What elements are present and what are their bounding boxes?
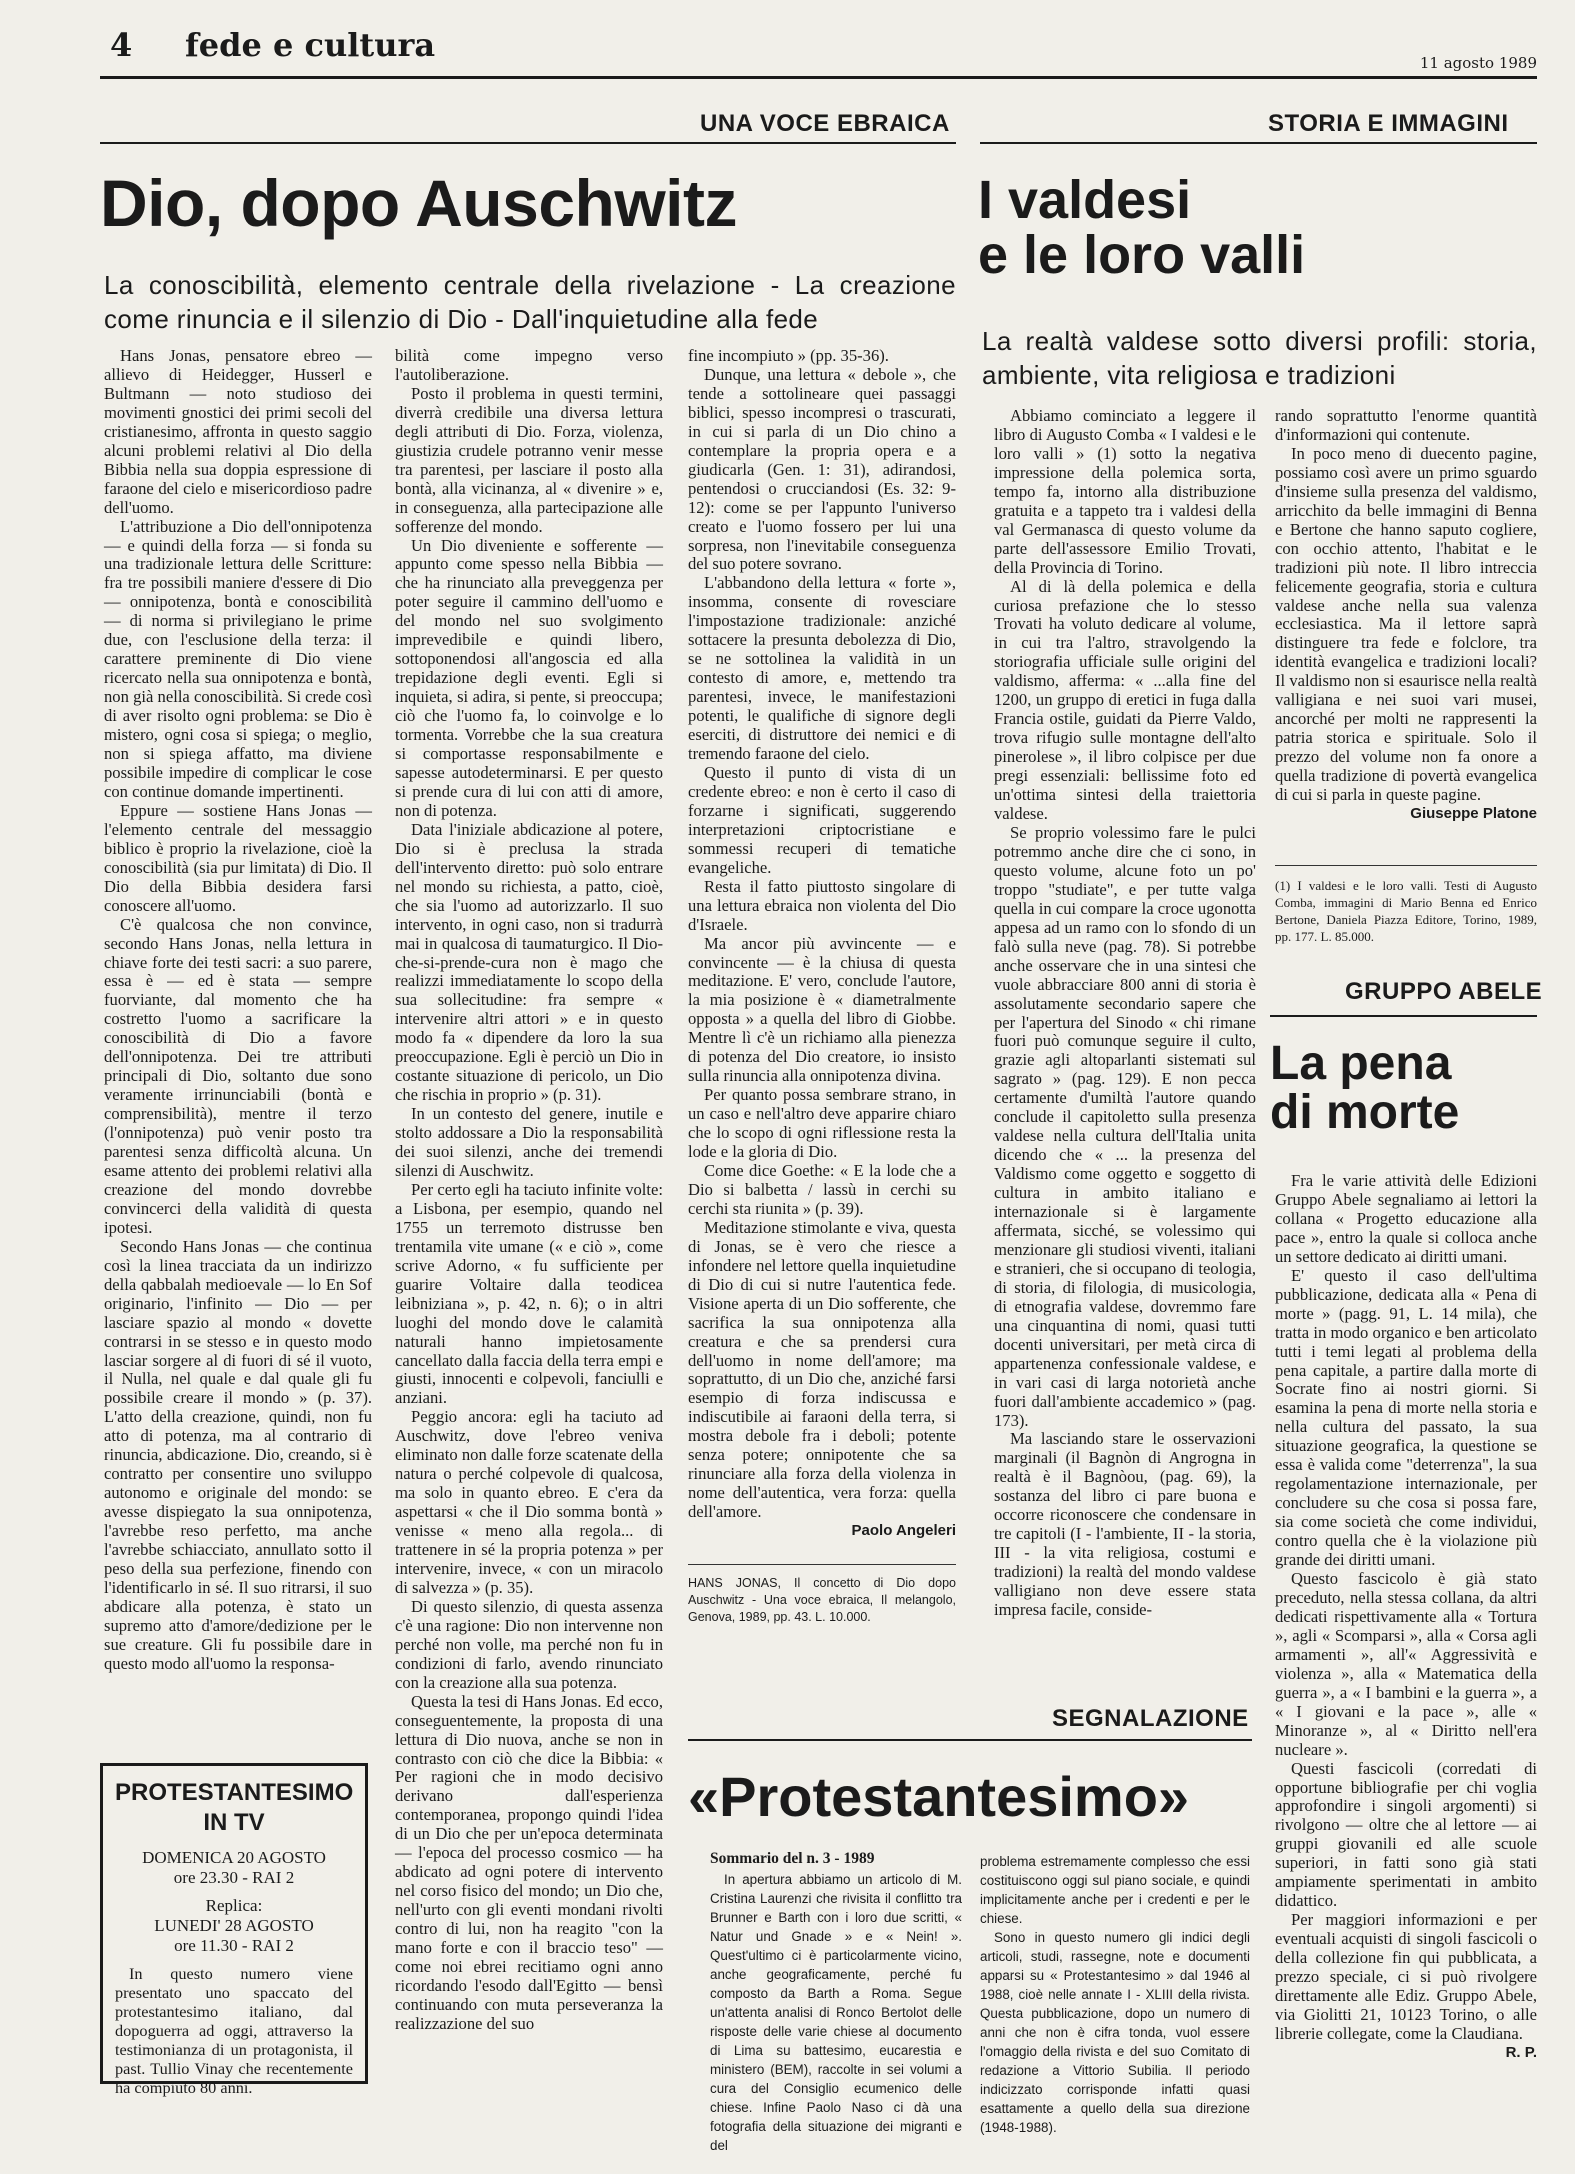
- article2-paragraph: Ma lasciando stare le osservazioni marginali (il Bagnòn di Angrogna in realtà è il Bagnòou, (pag. 69), la sostanza del libro ci pare buona e occorre riconoscere che condensare in tre capitoli (I - l'ambiente, II - la storia, III - la vita religiosa, costumi e tradizioni) la realtà del mondo valdese valligiano non deve essere stata impresa facile, conside-: [994, 1429, 1261, 1620]
- article4-section-label: SEGNALAZIONE: [1052, 1705, 1249, 1732]
- tv-box-schedule: LUNEDI' 28 AGOSTO: [154, 1916, 314, 1935]
- article2-headline-line1: I valdesi: [978, 170, 1192, 230]
- article1-paragraph: Questa la tesi di Hans Jonas. Ed ecco, conseguentemente, la proposta di una lettura di Dio nuova, anche se non in contrasto con ciò che dice la Bibbia: « Per ragioni che in modo decisivo derivano dall'esperienza contemporanea, propongo quindi l'idea di un Dio che per un'epoca determinata — l'epoca del processo cosmico — ha abdicato ad ogni potere di intervento nel corso fisico del mondo; un Dio che, nell'urto con gli eventi mondani rivolti contro di lui, non ha reagito "con la mano forte e con il braccio teso" — come noi ebrei recitiamo ogni anno ricordando l'esodo dall'Egitto — bensì continuando con muta perseveranza la realizzazione del suo: [395, 1691, 668, 2033]
- article4-paragraph: Sono in questo numero gli indici degli articoli, studi, rassegne, note e documenti apparsi su « Protestantesimo » dal 1946 al 1988, cioè nelle annate I - XLIII della rivista. Questa pubblicazione, dopo un numero di anni che non è cifra tonda, vuol essere l'omaggio della rivista e del suo Comitato di redazione a Vittorio Subilia. Il periodo indicizzato corrisponde infatti quasi esattamente a quello della sua direzione (1948-1988).: [980, 1930, 1254, 2135]
- article2-headline-line2: e le loro valli: [978, 225, 1306, 286]
- article1-paragraph: Hans Jonas, pensatore ebreo — allievo di Heidegger, Husserl e Bultmann — noto studioso dei movimenti gnostici dei primi secoli del cristianesimo, affronta in questo saggio alcuni problemi relativi al Dio della Bibbia nella sua doppia espressione di faraone del cielo e misericordioso padre dell'uomo.: [104, 346, 377, 517]
- tv-box-schedule: ore 11.30 - RAI 2: [174, 1936, 294, 1955]
- article1-paragraph: Questo il punto di vista di un credente ebreo: e non è certo il caso di forzarne i significati, suggerendo interpretazioni criptocristiane e sommessi recuperi di tematiche evangeliche.: [688, 762, 961, 877]
- article4-headline: «Protestantesimo»: [688, 1765, 1190, 1828]
- article1-paragraph: Dunque, una lettura « debole », che tende a sottolineare quei passaggi biblici, spesso incompresi o trascurati, in cui si parla di un Dio chino a contemplare la propria opera e a giudicarla (Gen. 1: 31), adirandosi, pentendosi o crucciandosi (Es. 32: 9-12): come se per l'appunto l'universo creato e l'uomo fossero per lui una sorpresa, non l'inevitabile conseguenza del suo potere sovrano.: [688, 364, 961, 574]
- article4-paragraph: In apertura abbiamo un articolo di M. Cristina Laurenzi che rivisita il conflitto tra Brunner e Barth con i loro due scritti, « Natur und Gnade » e « Nein! ». Quest'ultimo ci è particolarmente vicino, anche geograficamente, perché fu composto da Barth a Roma. Segue un'attenta analisi di Ronco Bertolot delle risposte delle varie chiese al documento di Lima su battesimo, eucarestia e ministero (BEM), raccolte in sei volumi a cura del Consiglio ecumenico delle chiese. Infine Paolo Naso ci dà una fotografia della situazione dei migranti e del: [710, 1872, 966, 2153]
- article1-paragraph: Meditazione stimolante e viva, questa di Jonas, se è vero che riesce a infondere nel lettore quella inquietudine di Dio di cui si nutre l'autentica fede. Visione aperta di un Dio sofferente, che sacrifica la sua onnipotenza alla creatura e che sa prendersi cura dell'uomo in nome dell'amore; ma soprattutto, di un Dio che, anziché farsi esempio di forza indiscussa e indiscutibile ai faraoni della terra, si mostra debole fra i deboli; potente senza potere; onnipotente che sa rinunciare alla forza della violenza in nome dell'autentica, vera forza: quella dell'amore.: [688, 1217, 961, 1522]
- book-note-rule: [688, 1564, 956, 1565]
- article1-column-2: [395, 346, 668, 2034]
- summary-heading: Sommario del n. 3 - 1989: [710, 1850, 875, 1867]
- article1-paragraph: Resta il fatto piuttosto singolare di una lettura ebraica non violenta del Dio d'Israele.: [688, 876, 961, 934]
- page-number: 4: [110, 26, 133, 64]
- article1-paragraph: Secondo Hans Jonas — che continua così la linea tracciata da un indirizzo della qabbalah medioevale — lo En Sof originario, l'infinito — Dio — per lasciare spazio al mondo « dovette contrarsi in se stesso e in questo modo lasciar sorgere al di fuori di sé il vuoto, il Nulla, nel quale e dal quale gli fu possibile creare il mondo » (p. 37). L'atto della creazione, quindi, non fu atto di potenza, ma al contrario di rinuncia, abdicazione. Dio, creando, si è contratto per consentire uno sviluppo autonomo e originale del mondo: se avesse dispiegato la sua onnipotenza, l'avrebbe reso perfetto, ma anche l'avrebbe schiacciato, annullato sotto il peso della sua perfezione, finendo con l'identificarlo in sé. Il suo ritrarsi, il suo abdicare alla potenza, è stato un supremo atto d'amore/dedizione per le sue creature. Gli fu possibile dare in questo modo all'uomo la responsa-: [104, 1236, 377, 1673]
- article3-paragraph: Per maggiori informazioni e per eventuali acquisti di singoli fascicoli o della collezione fin qui pubblicata, a prezzo speciale, ci si può rivolgere direttamente alle Ediz. Gruppo Abele, via Giolitti 21, 10123 Torino, o alle librerie collegate, come la Claudiana.: [1275, 1910, 1542, 2043]
- tv-box-schedule: Replica:: [205, 1896, 263, 1915]
- article1-paragraph: Di questo silenzio, di questa assenza c'è una ragione: Dio non intervenne non perché non volle, ma perché non fu in condizioni di farlo, avendo rinunciato con la creazione alla sua potenza.: [395, 1596, 668, 1692]
- article2-paragraph: Al di là della polemica e della curiosa prefazione che lo stesso Trovati ha voluto dedicare al volume, in cui tra l'altro, stravolgendo la storiografia ufficiale sulle origini del valdismo, afferma: « ...alla fine del 1200, un gruppo di eretici in fuga dalla Francia ostile, guidati da Pierre Valdo, trova rifugio sulle montagne dell'alto pinerolese », il libro colpisce per due pregi essenziali: bellissime foto ed un'ottima sintesi della traiettoria valdese.: [994, 576, 1261, 824]
- article1-paragraph: Posto il problema in questi termini, diverrà credibile una diversa lettura degli attributi di Dio. Forza, violenza, giustizia crudele potranno venir messe tra parentesi, per lasciare il posto alla bontà, alla vicinanza, al « divenire » e, in conseguenza, alla partecipazione alle sofferenze del mondo.: [395, 383, 668, 536]
- article1-paragraph: Come dice Goethe: « E la lode che a Dio si balbetta / lassù in cerchi su cerchi sta riunita » (p. 39).: [688, 1160, 961, 1218]
- article2-section-label: STORIA E IMMAGINI: [1268, 110, 1509, 137]
- article1-paragraph: Un Dio diveniente e sofferente — appunto come spesso nella Bibbia — che ha rinunciato alla preveggenza per poter seguire il cammino dell'uomo e del mondo nel suo svolgimento imprevedibile e quindi libero, sottoponendosi all'angoscia ed alla trepidazione degli eventi. Egli si inquieta, si adira, si pente, si preoccupa; ciò che l'uomo fa, lo coinvolge e lo tormenta. Vorrebbe che la sua creatura si comportasse responsabilmente e sapesse autodeterminarsi. E per questo si prende cura di lui con atti di amore, non di potenza.: [395, 535, 668, 820]
- tv-box-title-line2: IN TV: [203, 1809, 265, 1836]
- article3-paragraph: Questi fascicoli (corredati di opportune bibliografie per chi voglia approfondire i singoli argomenti) si rivolgono — oltre che al lettore — ai gruppi giovanili ed alle scuole superiori, in fatti sono già stati ampiamente sperimentati in ambito didattico.: [1275, 1758, 1542, 1911]
- footnote-rule: [1275, 865, 1537, 866]
- article4-paragraph: problema estremamente complesso che essi costituiscono oggi sul piano sociale, e quindi implicitamente anche per i credenti e per le chiese.: [980, 1854, 1254, 1926]
- article1-headline: Dio, dopo Auschwitz: [100, 166, 737, 240]
- article3-section-label: GRUPPO ABELE: [1345, 978, 1543, 1005]
- article1-paragraph: Per certo egli ha taciuto infinite volte: a Lisbona, per esempio, quando nel 1755 un terremoto distrusse ben trentamila vite umane (« e ciò », come scrive Adorno, « fu sufficiente per guarire Voltaire dalla teodicea leibniziana », p. 42, n. 6); o in altri luoghi del mondo dove le calamità naturali hanno impietosamente cancellato dalla faccia della terra empi e giusti, innocenti e colpevoli, fanciulli e anziani.: [395, 1179, 668, 1408]
- article2-column-2: [1275, 406, 1542, 944]
- article3-paragraph: Questo fascicolo è già stato preceduto, nella stessa collana, da altri dedicati rispettivamente alla « Tortura », agli « Scomparsi », alla « Corsa agli armamenti », all'« Aggressività e violenza », alla « Matematica della guerra », a « I bambini e la guerra », a « I giovani e la pace », alle « Minoranze », al « Diritto nell'era nucleare ».: [1275, 1569, 1542, 1759]
- article2-column-1: [994, 406, 1261, 1620]
- book-note: HANS JONAS, Il concetto di Dio dopo Auschwitz - Una voce ebraica, Il melangolo, Genova, 1989, pp. 43. L. 10.000.: [688, 1576, 960, 1624]
- article3-paragraph: E' questo il caso dell'ultima pubblicazione, dedicata alla « Pena di morte » (pagg. 91, L. 14 mila), che tratta in modo organico e ben articolato tutti i temi legati al problema della pena capitale, a partire dalla morte di Socrate fino ai nostri giorni. Si esamina la pena di morte nella storia e nella cultura del passato, la sua situazione geografica, la questione se essa è valida come "deterrenza", la sua regolamentazione internazionale, per concludere su che cosa si possa fare, sia come società che come individui, contro quella che è la violazione più grande dei diritti umani.: [1275, 1265, 1542, 1570]
- article2-paragraph: rando soprattutto l'enorme quantità d'informazioni qui contenute.: [1275, 406, 1542, 444]
- article4-column-1: [710, 1850, 966, 2155]
- article1-paragraph: fine incompiuto » (pp. 35-36).: [688, 346, 889, 365]
- tv-box-body: In questo numero viene presentato uno spaccato del protestantesimo italiano, dal dopoguerra ad oggi, attraverso la testimonianza di un protagonista, il past. Tullio Vinay che recentemente ha compiuto 80 anni.: [115, 1964, 358, 2097]
- article3-column: [1275, 1171, 1542, 2063]
- section-title: fede e cultura: [185, 26, 436, 64]
- article1-column-1: [104, 346, 377, 1674]
- tv-box-schedule: ore 23.30 - RAI 2: [173, 1868, 295, 1887]
- article3-signature: R. P.: [1505, 2043, 1537, 2061]
- article3-headline-line1: La pena: [1270, 1037, 1452, 1090]
- tv-box-title: PROTESTANTESIMO: [115, 1779, 354, 1806]
- article2-paragraph: Abbiamo cominciato a leggere il libro di Augusto Comba « I valdesi e le loro valli » (1) sotto la negativa impressione della polemica sorta, tempo fa, intorno alla distribuzione gratuita e a tappeto tra i valdesi della val Germanasca di questo volume da parte dell'assessore Emilio Trovati, della Provincia di Torino.: [994, 406, 1261, 577]
- article1-signature: Paolo Angeleri: [851, 1522, 956, 1540]
- article1-paragraph: In un contesto del genere, inutile e stolto addossare a Dio la responsabilità dei suoi silenzi, anche dei tremendi silenzi di Auschwitz.: [395, 1104, 668, 1180]
- article1-paragraph: L'abbandono della lettura « forte », insomma, consente di rovesciare l'impostazione tradizionale: anziché sottacere la presunta debolezza di Dio, se ne sottolinea la validità in un contesto di amore, e, mettendo tra parentesi, invece, le manifestazioni potenti, le qualifiche di signore degli eserciti, di distruttore dei nemici e di tremendo faraone del cielo.: [688, 573, 961, 764]
- article3-headline: [1270, 1037, 1460, 1139]
- article4-rule: [688, 1739, 1252, 1741]
- article1-rule: [100, 142, 956, 144]
- article3-headline-line2: di morte: [1270, 1085, 1460, 1139]
- article2-signature: Giuseppe Platone: [1410, 805, 1537, 823]
- article1-paragraph: Data l'iniziale abdicazione al potere, Dio si è preclusa la strada dell'intervento diretto: può solo entrare nel mondo su richiesta, a patto, cioè, che sia l'uomo ad autorizzarlo. Il suo intervento, in ogni caso, non si tradurrà mai in qualcosa di taumaturgico. Il Dio-che-si-prende-cura non è mago che realizzi immediatamente lo scopo della sua sollecitudine: fra sempre « intervenire altri attori » e in questo modo fa « dipendere da loro la sua preoccupazione. Egli è perciò un Dio in costante situazione di pericolo, un Dio che rischia in proprio » (p. 31).: [395, 819, 668, 1105]
- article1-subtitle: La conoscibilità, elemento centrale della rivelazione - La creazione come rinuncia e il silenzio di Dio - Dall'inquietudine alla fede: [104, 270, 956, 335]
- article2-footnote: (1) I valdesi e le loro valli. Testi di Augusto Comba, immagini di Mario Benna ed Enrico Bertone, Daniela Piazza Editore, Torino, 1989, pp. 177. L. 85.000.: [1275, 878, 1541, 944]
- tv-box: [100, 1763, 368, 2097]
- issue-date: 11 agosto 1989: [1419, 54, 1537, 72]
- article1-paragraph: bilità come impegno verso l'autoliberazione.: [395, 346, 668, 384]
- article2-subtitle: La realtà valdese sotto diversi profili: storia, ambiente, vita religiosa e tradizioni: [982, 326, 1537, 391]
- article1-section-label: UNA VOCE EBRAICA: [700, 110, 950, 137]
- article2-headline: [978, 170, 1306, 286]
- article1-paragraph: Ma ancor più avvincente — e convincente — è la chiusa di questa meditazione. E' vero, conclude l'autore, la mia posizione è « diametralmente opposta » a quella del libro di Giobbe. Mentre lì c'è un richiamo alla pienezza di potenza del Dio creatore, io insisto sulla rinuncia alla onnipotenza divina.: [688, 933, 961, 1086]
- article1-paragraph: Per quanto possa sembrare strano, in un caso e nell'altro deve apparire chiaro che lo scopo di ogni riflessione resta la lode e la gloria di Dio.: [688, 1085, 961, 1162]
- article2-rule: [980, 142, 1537, 144]
- article2-paragraph: In poco meno di duecento pagine, possiamo così avere un primo sguardo d'insieme sulla presenza del valdismo, arricchito da belle immagini di Benna e Bertone che hanno saputo cogliere, con occhio attento, l'habitat e le tradizioni più note. Il libro intreccia felicemente geografia, storia e cultura valdese anche nella sua valenza ecclesiastica. Ma il lettore saprà distinguere tra fede e folclore, tra identità evangelica e tradizioni locali? Il valdismo non si esaurisce nella realtà valligiana e nei suoi vari musei, ancorché per molti ne rappresenti la patria storica e spirituale. Solo il prezzo del volume non fa onore a quella tradizione di povertà evangelica di cui si parla in queste pagine.: [1275, 443, 1542, 805]
- article1-paragraph: L'attribuzione a Dio dell'onnipotenza — e quindi della forza — si fonda su una tradizionale lettura delle Scritture: fra tre possibili maniere d'essere di Dio — onnipotenza, bontà e conoscibilità — di norma si privilegiano le prime due, con l'esclusione della terza: il carattere preminente di Dio viene ricercato nella sua onnipotenza e bontà, non già nella conoscibilità. Si crede così di aver risolto ogni problema: se Dio è mistero, ogni cosa si spiega; o meglio, non si spiega affatto, ma diviene possibile impedire di complicar le cose con continue domande impertinenti.: [104, 516, 377, 801]
- header-rule: [100, 76, 1537, 79]
- article3-paragraph: Fra le varie attività delle Edizioni Gruppo Abele segnaliamo ai lettori la collana « Progetto educazione alla pace », entro la quale si colloca anche un settore dedicato ai diritti umani.: [1275, 1171, 1542, 1266]
- article1-column-3: [688, 346, 961, 1624]
- article1-paragraph: Eppure — sostiene Hans Jonas — l'elemento centrale del messaggio biblico è proprio la rivelazione, cioè la conoscibilità (sia pur limitata) di Dio. Il Dio della Bibbia desidera farsi conoscere all'uomo.: [104, 800, 377, 915]
- article3-rule: [1270, 1015, 1537, 1017]
- article4-column-2: [980, 1852, 1254, 2137]
- article1-paragraph: C'è qualcosa che non convince, secondo Hans Jonas, nella lettura in chiave forte dei testi sacri: a suo parere, essa è — ed è stata — sempre fuorviante, dal momento che ha costretto l'uomo a sacrificare la conoscibilità di Dio a favore dell'onnipotenza. Dei tre attributi principali di Dio, soltanto due sono veramente irrinunciabili (bontà e comprensibilità), mentre il terzo (l'onnipotenza) può venir posto tra parentesi senza difficoltà alcuna. Un esame attento dei problemi relativi alla creazione del mondo dovrebbe convincerci della validità di questa ipotesi.: [104, 914, 377, 1237]
- article2-paragraph: Se proprio volessimo fare le pulci potremmo anche dire che ci sono, in questo volume, alcune foto un po' troppo "studiate", e per tutte valga quella in cui compare la croce ugonotta appesa ad un ramo con lo sfondo di un falò sulla neve (pag. 78). Si potrebbe anche osservare che in una sintesi che vuole abbracciare 800 anni di storia è assolutamente secondario sapere che per l'apertura del Sinodo « chi rimane fuori può comunque seguire il culto, grazie agli altoparlanti sistemati sul sagrato » (pag. 129). E non pecca certamente d'umiltà l'autore quando conclude il capitoletto sulla presenza valdese nella cultura dell'Italia unita dicendo che « ... la presenza del Valdismo come oggetto e soggetto di cultura in ambito italiano e internazionale si è largamente affermata, sicché, se volessimo qui menzionare gli studiosi viventi, italiani e stranieri, che si occupano di teologia, di storia, di filologia, di musicologia, di etnografia valdese, dovremmo fare una cinquantina di nomi, quasi tutti docenti universitari, per metà circa di appartenenza confessionale valdese, e in vari casi di larga notorietà anche fuori dall'ambiente accademico » (pag. 173).: [994, 822, 1261, 1430]
- article1-paragraph: Peggio ancora: egli ha taciuto ad Auschwitz, dove l'ebreo veniva eliminato non dalle forze scatenate della natura o perché colpevole di qualcosa, ma solo in quanto ebreo. E c'era da aspettarsi « che il Dio somma bontà » venisse « meno alla regola... di trattenere in sé la propria potenza » per intervenire, invece, « con un miracolo di salvezza » (p. 35).: [395, 1407, 668, 1597]
- tv-box-schedule: DOMENICA 20 AGOSTO: [142, 1848, 326, 1867]
